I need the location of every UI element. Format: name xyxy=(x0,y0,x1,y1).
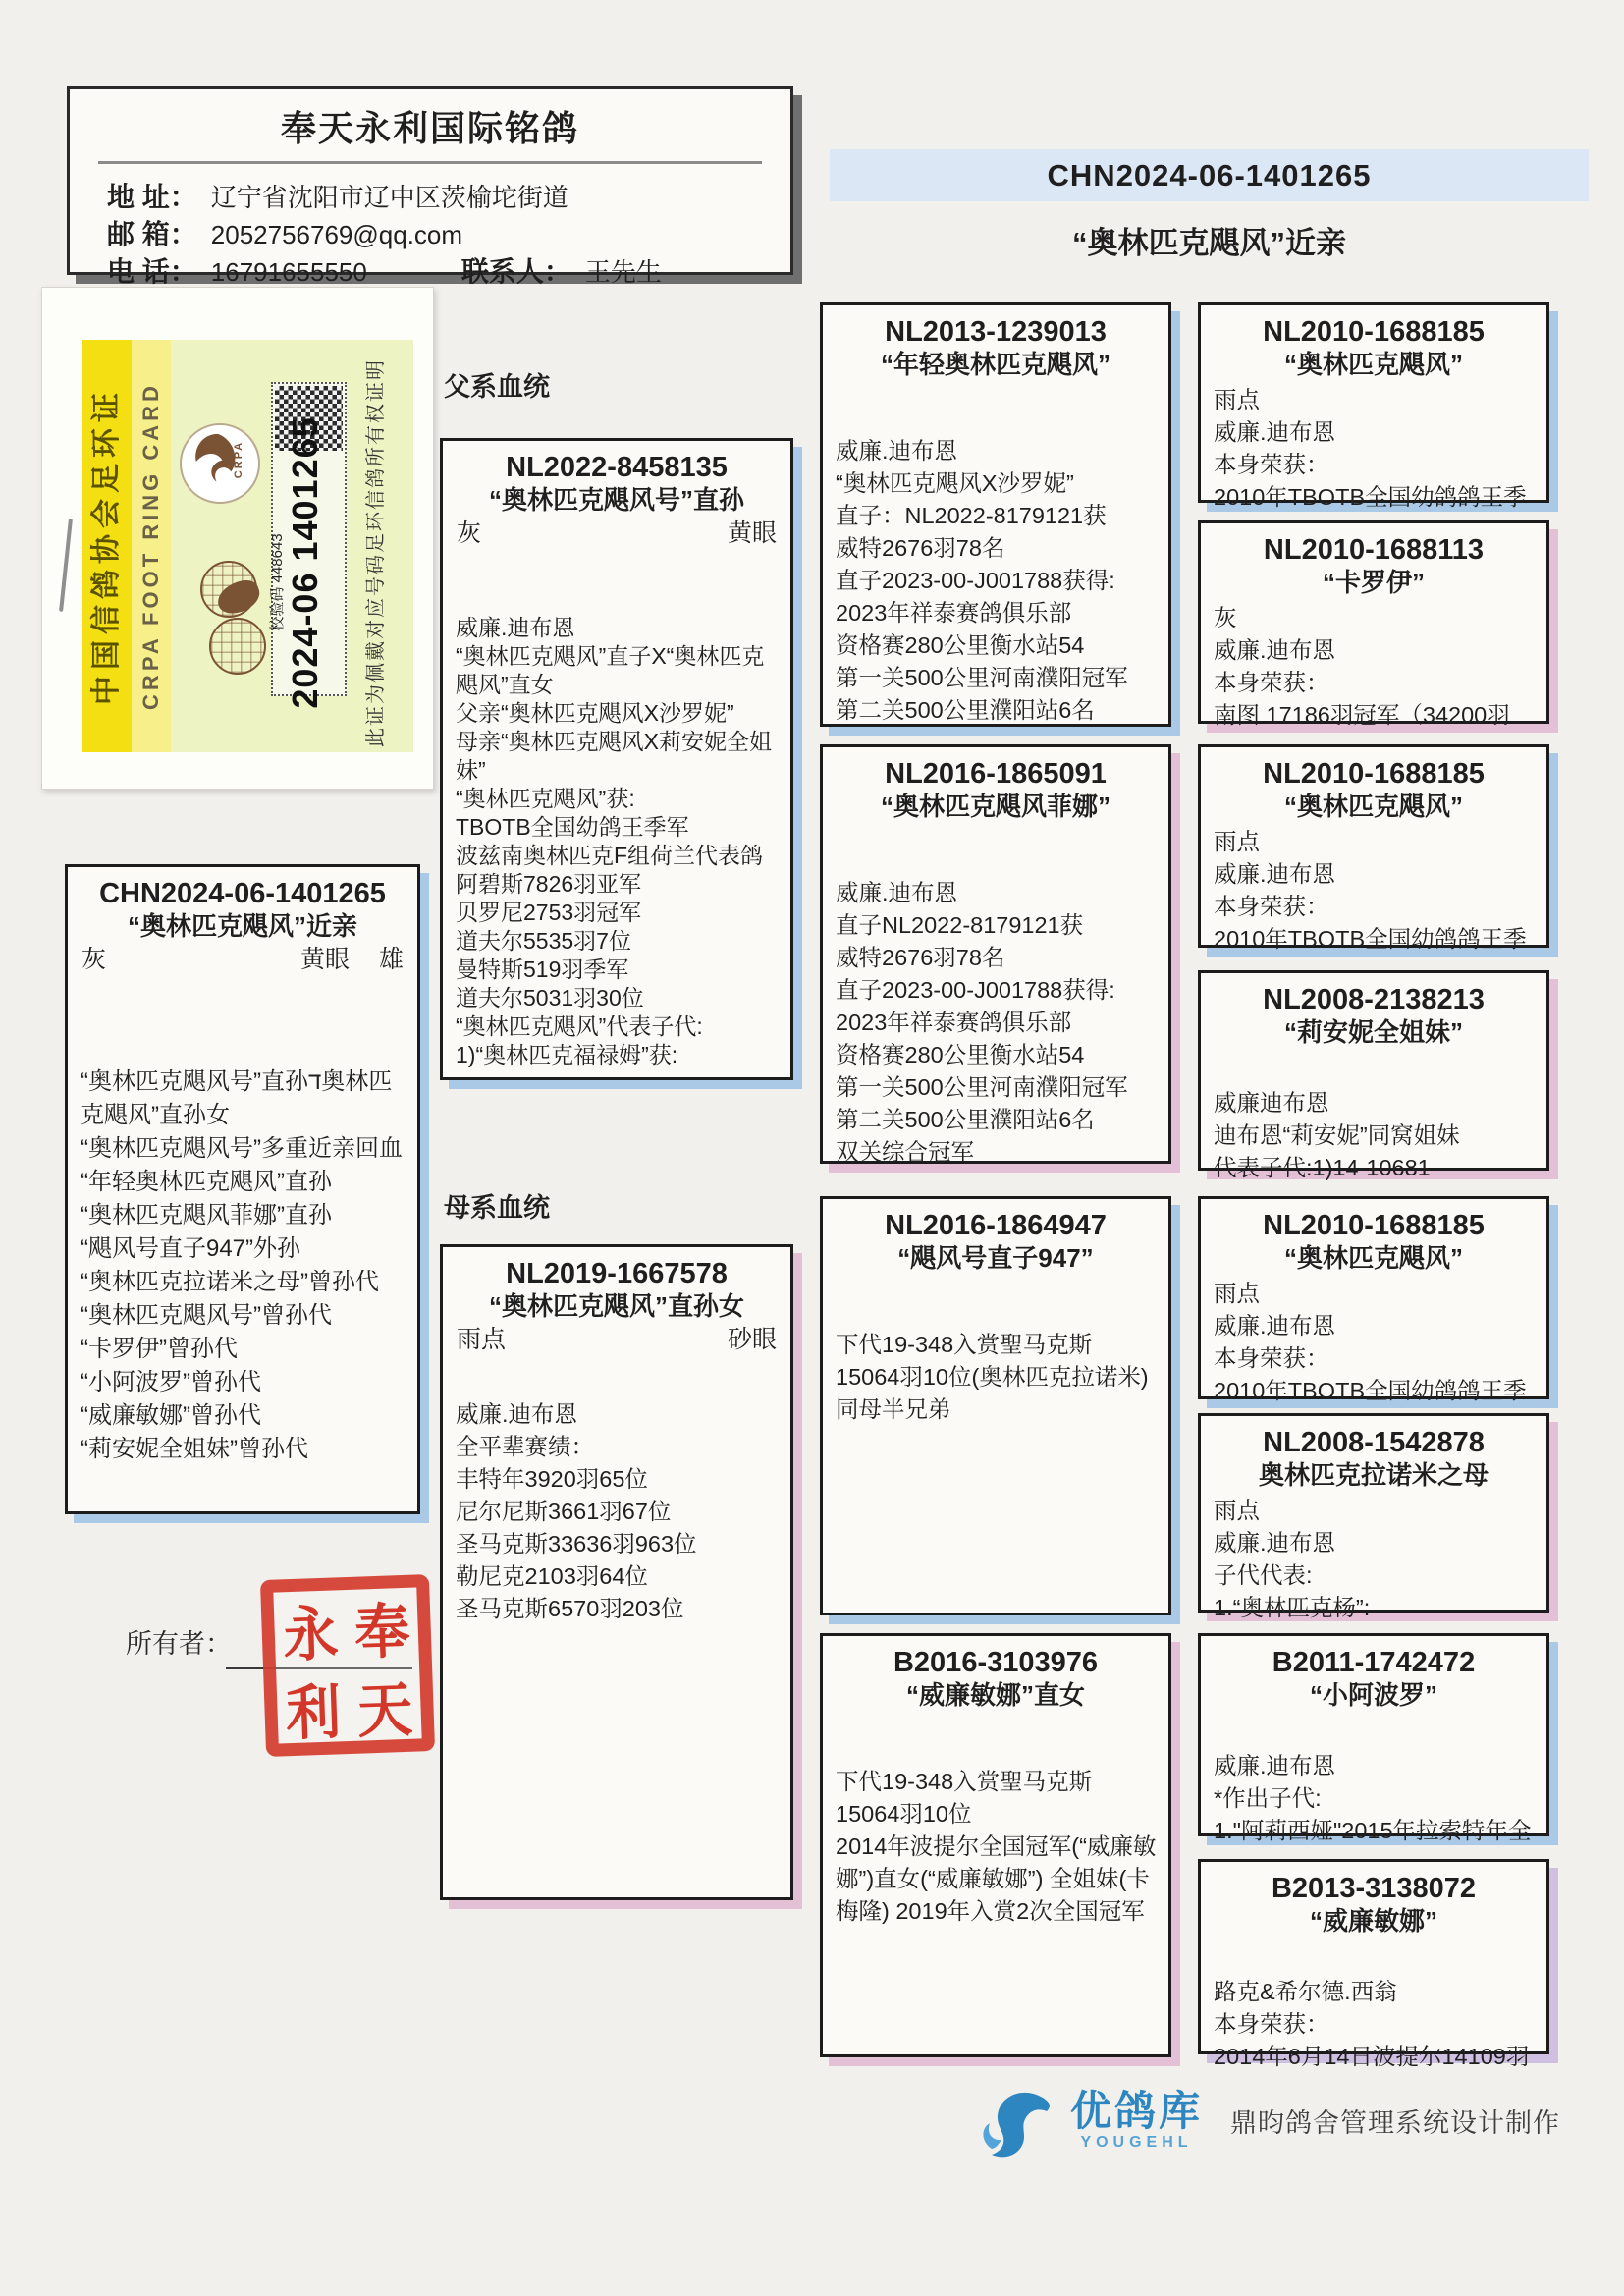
ggparent-box-7 xyxy=(1198,1633,1549,1843)
ring-number: NL2010-1688185 xyxy=(1263,758,1485,790)
pedigree-notes xyxy=(443,549,790,1069)
address-label: 地 址： xyxy=(107,182,197,212)
pedigree-notes xyxy=(1201,1711,1546,1847)
pedigree-notes xyxy=(1201,1491,1546,1624)
pedigree-notes xyxy=(1201,1048,1546,1184)
lineage-line: “卡罗伊”曾孙代 xyxy=(81,1336,238,1362)
pigeon-name: “奥林匹克飓风” xyxy=(1283,350,1463,379)
note-line: “奥林匹克飓风”获: xyxy=(456,786,635,811)
pigeon-name: “威廉敏娜” xyxy=(1309,1906,1437,1936)
note-line: 2014年6月14日波提尔14109羽 xyxy=(1214,2044,1530,2069)
ring-number: NL2013-1239013 xyxy=(885,316,1107,348)
note-line: 本身荣获： xyxy=(1214,1345,1329,1371)
address-value: 辽宁省沈阳市辽中区茨榆坨街道 xyxy=(210,183,568,212)
ggparent-box-2 xyxy=(1198,520,1549,728)
pigeon-name: “奥林匹克飓风” xyxy=(1283,1243,1463,1273)
note-line: 雨点 xyxy=(1214,387,1260,412)
ring-number: B2011-1742472 xyxy=(1272,1647,1476,1678)
crpa-logo xyxy=(180,423,260,504)
note-line: 直子2023-00-J001788获得: xyxy=(836,977,1115,1003)
seal-char: 永 xyxy=(282,1602,340,1670)
pigeon-name: “年轻奥林匹克飓风” xyxy=(880,350,1110,379)
note-line: 2023年祥泰赛鸽俱乐部 xyxy=(836,600,1072,626)
note-line: 威廉.迪布恩 xyxy=(456,1401,578,1427)
association-title: 中国信鸽协会足环证 xyxy=(90,387,123,705)
ggparent-box-1 xyxy=(1198,302,1549,510)
subject-color: 灰 xyxy=(81,946,107,973)
subject-sex: 雄 xyxy=(378,946,404,973)
lineage-line: “奥林匹克飓风号”多重近亲回血 xyxy=(81,1135,403,1162)
ring-number: NL2016-1865091 xyxy=(885,758,1107,790)
lineage-line: “奥林匹克飓风菲娜”直孙 xyxy=(81,1202,332,1229)
note-line: 资格赛280公里衡水站54 xyxy=(836,1042,1085,1067)
note-line: 15064羽10位 xyxy=(836,1801,972,1827)
pigeon-name: 奥林匹克拉诺米之母 xyxy=(1258,1460,1489,1490)
lineage-line: “威廉敏娜”曾孙代 xyxy=(81,1402,261,1429)
note-line: 父亲“奥林匹克飓风X沙罗妮” xyxy=(456,700,734,726)
note-line: 本身荣获： xyxy=(1214,2011,1329,2037)
pigeon-name: “小阿波罗” xyxy=(1309,1680,1437,1710)
ring-number-vertical: 2024-06 1401265 xyxy=(285,416,325,709)
subject-color-row xyxy=(68,942,417,975)
grandparent-box-2 xyxy=(820,744,1171,1164)
note-line: 路克&希尔德.西翁 xyxy=(1214,1979,1397,2004)
lineage-line: “莉安妮全姐妹”曾孙代 xyxy=(81,1436,308,1462)
ggparent-box-6 xyxy=(1198,1413,1549,1620)
note-line: 15064羽10位(奥林匹克拉诺米) xyxy=(836,1364,1149,1390)
note-line: 贝罗尼2753羽冠军 xyxy=(456,900,642,925)
check-code: 校验码 448643 xyxy=(269,533,286,631)
note-line: 双关综合冠军 xyxy=(836,1139,974,1165)
seal-char: 利 xyxy=(285,1680,343,1749)
ring-number: B2013-3138072 xyxy=(1271,1873,1476,1904)
note-line: 本身荣获： xyxy=(1214,894,1329,919)
father-pedigree-box xyxy=(440,438,793,1080)
seal-char: 天 xyxy=(356,1677,414,1746)
pigeon-name: “奥林匹克飓风”直孙女 xyxy=(488,1291,744,1321)
note-line: 威廉迪布恩 xyxy=(1214,1090,1329,1116)
note-line: 雨点 xyxy=(1214,1281,1260,1306)
brand-subname: YOUGEHL xyxy=(1080,2134,1193,2151)
note-line: 威特2676羽78名 xyxy=(836,945,1005,970)
ring-number: B2016-3103976 xyxy=(893,1647,1098,1678)
lineage-line: “奥林匹克飓风号”直孙ד奥林匹克飓风”直孙女 xyxy=(81,1068,393,1128)
note-line: 1.“奥林匹克杨”: xyxy=(1214,1595,1371,1620)
lineage-line: “飓风号直子947”外孙 xyxy=(81,1235,301,1262)
pedigree-notes xyxy=(823,1711,1168,1928)
note-line: 威廉.迪布恩 xyxy=(1214,1753,1336,1778)
globe-icon xyxy=(209,618,266,675)
note-line: 本身荣获： xyxy=(1214,452,1329,477)
grandparent-box-3 xyxy=(820,1196,1171,1615)
brand-name: 优鸽库 xyxy=(1070,2088,1204,2134)
note-line: *作出子代: xyxy=(1214,1785,1322,1811)
breeder-info-box xyxy=(67,86,793,287)
phone-label: 电 话： xyxy=(107,256,197,287)
lineage-line: “奥林匹克拉诺米之母”曾孙代 xyxy=(81,1269,379,1295)
note-line: 道夫尔5535羽7位 xyxy=(456,928,631,954)
pedigree-notes xyxy=(1201,598,1546,732)
contact-value: 王先生 xyxy=(584,257,662,287)
contact-label: 联系人： xyxy=(460,256,571,287)
grandparent-box-1 xyxy=(820,302,1171,727)
note-line: 雨点 xyxy=(1214,829,1260,854)
pedigree-notes xyxy=(1201,822,1546,956)
pedigree-notes xyxy=(823,1274,1168,1426)
note-line: 尼尔尼斯3661羽67位 xyxy=(456,1499,672,1524)
note-line: 母亲“奥林匹克飓风X莉安妮全姐妹” xyxy=(456,729,772,783)
note-line: 2014年波提尔全国冠军(“威廉敏娜”)直女(“威廉敏娜”) 全姐妹(卡梅隆) 2019年入赏2次全国冠军 xyxy=(836,1833,1157,1924)
pedigree-notes xyxy=(443,1355,790,1625)
note-line: 下代19-348入赏聖马克斯 xyxy=(836,1332,1093,1357)
note-line: 圣马克斯6570羽203位 xyxy=(456,1596,684,1621)
color: 灰 xyxy=(457,519,482,547)
foot-ring-card xyxy=(41,287,434,790)
note-line: 曼特斯519羽季军 xyxy=(456,957,629,982)
ggparent-box-5 xyxy=(1198,1196,1549,1403)
note-line: 全平辈赛绩： xyxy=(456,1434,594,1459)
ring-number: NL2010-1688185 xyxy=(1263,316,1485,348)
pigeon-name: “莉安妮全姐妹” xyxy=(1283,1017,1463,1047)
note-line: 迪布恩“莉安妮”同窝姐妹 xyxy=(1214,1122,1460,1148)
grandparent-box-4 xyxy=(820,1633,1171,2057)
note-line: 2010年TBOTB全国幼鸽鸽王季 xyxy=(1214,1378,1527,1403)
note-line: 子代代表: xyxy=(1214,1562,1313,1588)
note-line: 威廉.迪布恩 xyxy=(456,615,575,640)
email-label: 邮 箱： xyxy=(107,219,197,249)
note-line: 第一关500公里河南濮阳冠军 xyxy=(836,665,1128,690)
note-line: 威廉.迪布恩 xyxy=(1214,1313,1336,1339)
pigeon-name: “飓风号直子947” xyxy=(897,1243,1094,1273)
note-line: 2010年TBOTB全国幼鸽鸽王季 xyxy=(1214,484,1527,510)
note-line: 圣马克斯33636羽963位 xyxy=(456,1531,697,1557)
note-line: “奥林匹克飓风”直子X“奥林匹克飓风”直女 xyxy=(456,643,765,697)
note-line: 直子2023-00-J001788获得: xyxy=(836,568,1115,593)
yougehl-logo-icon xyxy=(980,2084,1056,2168)
email-value: 2052756769@qq.com xyxy=(210,220,463,249)
note-line: 威廉.迪布恩 xyxy=(836,438,958,464)
owner-label: 所有者： xyxy=(126,1629,232,1659)
note-line: “奥林匹克飓风X沙罗妮” xyxy=(836,470,1074,496)
note-line: 第二关500公里濮阳站6名 xyxy=(836,1107,1095,1132)
loft-title: 奉天永利国际铭鸽 xyxy=(280,108,579,148)
subject-lineage-notes xyxy=(68,975,417,1466)
lineage-line: “小阿波罗”曾孙代 xyxy=(81,1369,261,1395)
system-credit: 鼎昀鸽舍管理系统设计制作 xyxy=(1230,2108,1561,2138)
note-line: 同母半兄弟 xyxy=(836,1396,951,1422)
note-line: 2023年祥泰赛鸽俱乐部 xyxy=(836,1010,1072,1035)
pigeon-name: “卡罗伊” xyxy=(1322,568,1425,597)
note-line: 威廉.迪布恩 xyxy=(1214,637,1336,663)
lineage-line: “奥林匹克飓风号”曾孙代 xyxy=(81,1302,332,1329)
address-row xyxy=(70,176,790,213)
eye: 砂眼 xyxy=(727,1326,777,1353)
ring-number: NL2010-1688113 xyxy=(1263,534,1485,566)
note-line: 本身荣获： xyxy=(1214,670,1329,695)
note-line: 雨点 xyxy=(1214,1498,1260,1523)
note-line: 威廉.迪布恩 xyxy=(1214,419,1336,445)
note-line: 第二关500公里濮阳站6名 xyxy=(836,697,1095,723)
crpa-logo-text: CRPA xyxy=(233,440,244,479)
note-line: “奥林匹克飓风”代表子代: xyxy=(456,1013,703,1039)
email-row xyxy=(70,213,790,250)
color-row xyxy=(443,1322,790,1355)
note-line: 2010年TBOTB全国幼鸽鸽王季 xyxy=(1214,926,1527,952)
note-line: 直子：NL2022-8179121获 xyxy=(836,503,1107,528)
note-line: 1)“奥林匹克福禄姆”获: xyxy=(456,1042,678,1067)
ggparent-box-3 xyxy=(1198,744,1549,952)
subject-bird-box xyxy=(65,864,420,1514)
ring-number: NL2008-1542878 xyxy=(1263,1427,1485,1458)
seal-char: 奉 xyxy=(353,1599,411,1667)
note-line: 威廉.迪布恩 xyxy=(1214,861,1336,887)
ring-number: NL2016-1864947 xyxy=(885,1210,1107,1241)
note-line: 丰特年3920羽65位 xyxy=(456,1466,648,1492)
pedigree-notes xyxy=(1201,1274,1546,1407)
note-line: 下代19-348入赏聖马克斯 xyxy=(836,1769,1093,1794)
certificate-id-bar: CHN2024-06-1401265 xyxy=(830,149,1589,201)
ggparent-box-4 xyxy=(1198,970,1549,1180)
eye: 黄眼 xyxy=(727,519,777,547)
lineage-line: “年轻奥林匹克飓风”直孙 xyxy=(81,1169,332,1195)
pedigree-notes xyxy=(1201,1937,1546,2073)
note-line: 威廉.迪布恩 xyxy=(836,880,958,905)
note-line: 1."阿莉西娅"2015年拉索特年全 xyxy=(1214,1818,1532,1843)
color: 雨点 xyxy=(457,1326,507,1353)
footer xyxy=(980,2084,1560,2168)
ggparent-box-8 xyxy=(1198,1859,1549,2069)
note-line: 资格赛280公里衡水站54 xyxy=(836,632,1085,658)
note-line: 灰 xyxy=(1214,605,1237,630)
father-bloodline-label: 父系血统 xyxy=(444,372,550,402)
mother-pedigree-box xyxy=(440,1244,793,1900)
note-line: 阿碧斯7826羽亚军 xyxy=(456,871,642,897)
ring-number: NL2019-1667578 xyxy=(506,1258,728,1289)
color-row xyxy=(443,516,790,549)
pigeon-name: “奥林匹克飓风菲娜” xyxy=(880,792,1110,821)
card-title: CRPA FOOT RING CARD xyxy=(138,382,163,710)
note-line: 道夫尔5031羽30位 xyxy=(456,985,644,1011)
note-line: 波兹南奥林匹克F组荷兰代表鸽 xyxy=(456,843,764,868)
note-line: 南图 17186羽冠军（34200羽 xyxy=(1214,702,1510,728)
staple-mark xyxy=(59,519,73,612)
note-line: 代表子代:1)14-10681 xyxy=(1214,1155,1431,1180)
subject-name: “奥林匹克飓风”近亲 xyxy=(127,911,357,941)
mother-bloodline-label: 母系血统 xyxy=(444,1193,550,1223)
ownership-note: 此证为佩戴对应号码足环信鸽所有权证明 xyxy=(365,358,387,747)
ring-number: NL2008-2138213 xyxy=(1263,984,1485,1015)
pedigree-notes xyxy=(1201,380,1546,514)
ring-number: NL2010-1688185 xyxy=(1263,1210,1485,1241)
phone-row xyxy=(70,250,790,288)
ring-number: NL2022-8458135 xyxy=(506,452,728,483)
note-line: 第一关500公里河南濮阳冠军 xyxy=(836,1074,1128,1100)
subject-eye: 黄眼 xyxy=(299,946,350,973)
pedigree-notes xyxy=(823,380,1168,727)
red-seal-stamp xyxy=(260,1574,435,1757)
note-line: TBOTB全国幼鸽王季军 xyxy=(456,814,689,840)
pigeon-name: “奥林匹克飓风” xyxy=(1283,792,1463,821)
pigeon-name: “奥林匹克飓风号”直孙 xyxy=(488,485,744,515)
note-line: 勒尼克2103羽64位 xyxy=(456,1563,648,1589)
note-line: 直子NL2022-8179121获 xyxy=(836,912,1084,938)
subject-ring-number: CHN2024-06-1401265 xyxy=(99,878,386,909)
pedigree-notes xyxy=(823,822,1168,1169)
certificate-subtitle: “奥林匹克飓风”近亲 xyxy=(1072,226,1346,260)
phone-value: 16791655550 xyxy=(210,257,367,287)
note-line: 威特2676羽78名 xyxy=(836,535,1005,561)
pigeon-name: “威廉敏娜”直女 xyxy=(905,1680,1085,1710)
divider xyxy=(98,161,762,164)
note-line: 威廉.迪布恩 xyxy=(1214,1530,1336,1556)
